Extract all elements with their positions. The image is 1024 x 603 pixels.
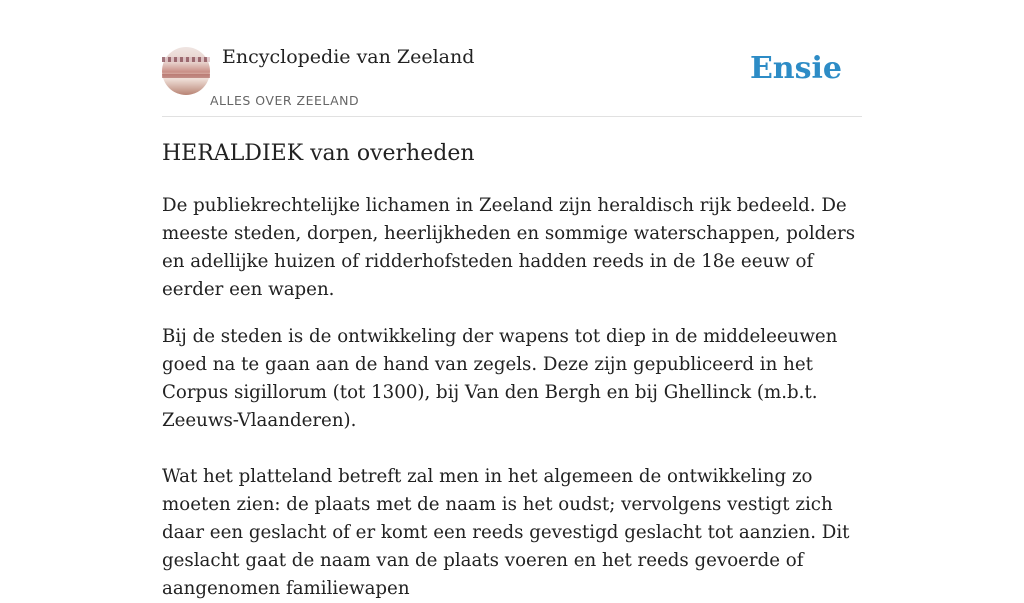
site-header <box>162 46 862 117</box>
avatar-detail <box>162 57 210 62</box>
avatar-detail <box>162 74 210 78</box>
brand-logo[interactable]: Ensie <box>749 51 842 86</box>
site-title[interactable]: Encyclopedie van Zeeland <box>222 46 475 68</box>
article <box>162 138 867 603</box>
article-paragraph: Bij de steden is de ontwikkeling der wapens tot diep in de middeleeuwen goed na te gaan aan de hand van zegels. Deze zijn gepubliceerd in het Corpus sigillorum (tot 1300), bij Van den Bergh en bij Ghellinck (m.b.t. Zeeuws-Vlaanderen). <box>162 326 838 431</box>
site-subtitle: ALLES OVER ZEELAND <box>210 93 360 108</box>
site-avatar[interactable] <box>162 47 210 95</box>
article-paragraph: Wat het platteland betreft zal men in het algemeen de ontwikkeling zo moeten zien: de plaats met de naam is het oudst; vervolgens vestigt zich daar een geslacht of er komt een reeds gevestigd geslacht tot aanzien. Dit geslacht gaat de naam van de plaats voeren en het reeds gevoerde of aangenomen familiewapen <box>162 466 850 599</box>
article-title: HERALDIEK van overheden <box>162 141 475 166</box>
article-paragraph: De publiekrechtelijke lichamen in Zeeland zijn heraldisch rijk bedeeld. De meeste steden, dorpen, heerlijkheden en sommige waterschappen, polders en adellijke huizen of ridderhofsteden hadden reeds in de 18e eeuw of eerder een wapen. <box>162 195 856 300</box>
